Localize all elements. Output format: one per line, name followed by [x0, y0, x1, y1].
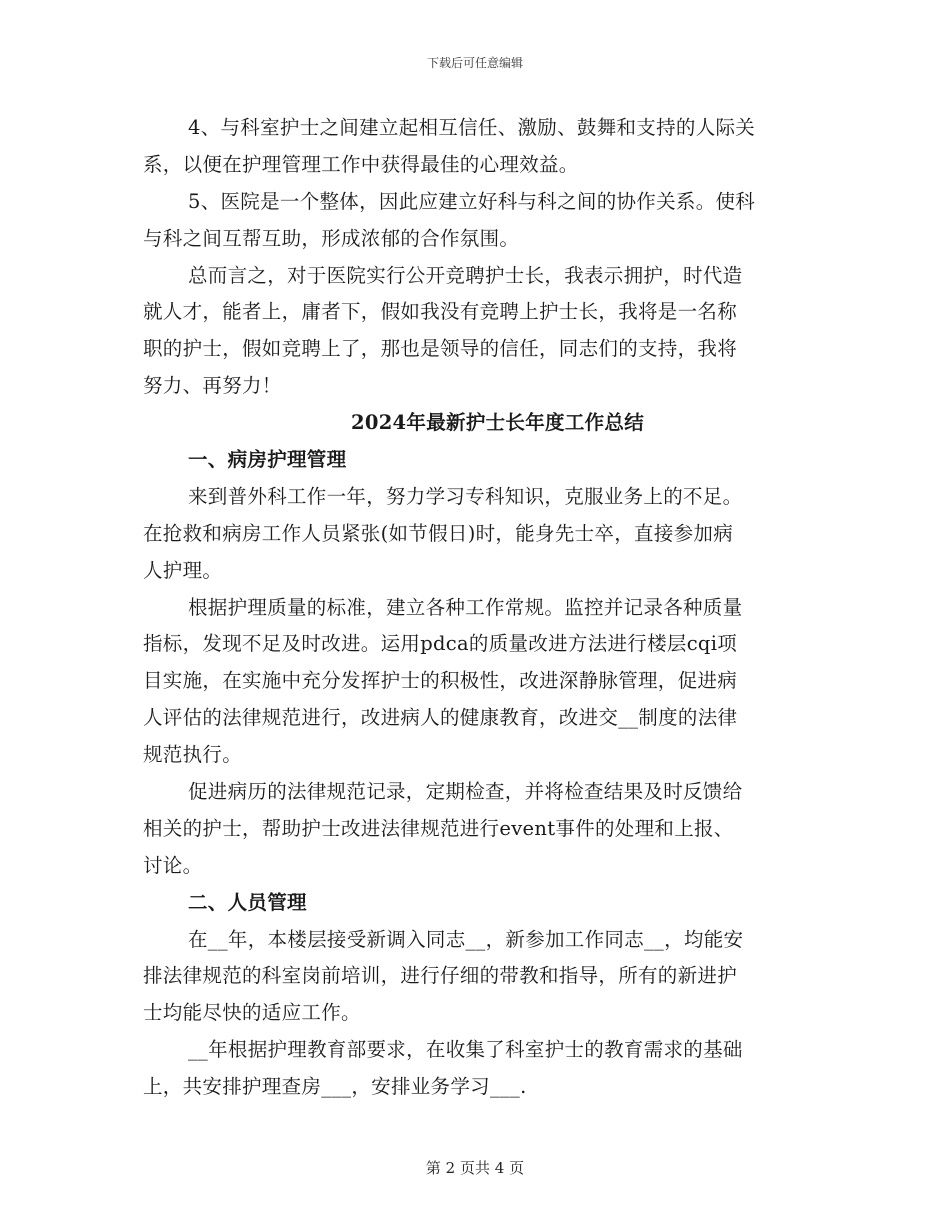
text-line: 职的护士，假如竞聘上了，那也是领导的信任，同志们的支持，我将 [143, 337, 738, 361]
text-line: 4、与科室护士之间建立起相互信任、激励、鼓舞和支持的人际关 [188, 116, 756, 139]
text-line: 根据护理质量的标准，建立各种工作常规。监控并记录各种质量 [188, 595, 743, 619]
page-header: 下载后可任意编辑 [426, 56, 523, 70]
text-line: 5、医院是一个整体，因此应建立好科与科之间的协作关系。使科 [188, 189, 756, 213]
text-line: __年根据护理教育部要求，在收集了科室护士的教育需求的基础 [188, 1038, 743, 1062]
text-line: 努力、再努力！ [143, 374, 282, 398]
document-title: 2024年最新护士长年度工作总结 [350, 411, 645, 435]
text-line: 士均能尽快的适应工作。 [143, 1001, 361, 1025]
text-line: 指标，发现不足及时改进。运用pdca的质量改进方法进行楼层cqi项 [143, 632, 738, 656]
text-line: 促进病历的法律规范记录，定期检查，并将检查结果及时反馈给 [188, 780, 743, 804]
text-line: 人评估的法律规范进行，改进病人的健康教育，改进交__制度的法律 [143, 706, 738, 730]
page-footer: 第 2 页共 4 页 [425, 1159, 525, 1177]
text-line: 人护理。 [143, 558, 223, 582]
text-line: 在抢救和病房工作人员紧张(如节假日)时，能身先士卒，直接参加病 [143, 521, 734, 545]
text-line: 在__年，本楼层接受新调入同志__，新参加工作同志__，均能安 [188, 927, 744, 951]
text-line: 排法律规范的科室岗前培训，进行仔细的带教和指导，所有的新进护 [143, 964, 738, 988]
text-line: 总而言之，对于医院实行公开竞聘护士长，我表示拥护，时代造 [188, 263, 743, 287]
text-line: 目实施，在实施中充分发挥护士的积极性，改进深静脉管理，促进病 [143, 669, 738, 693]
text-line: 系，以便在护理管理工作中获得最佳的心理效益。 [143, 152, 579, 176]
text-line: 相关的护士，帮助护士改进法律规范进行event事件的处理和上报、 [143, 816, 734, 840]
section-heading: 二、人员管理 [188, 890, 307, 914]
text-line: 讨论。 [143, 853, 203, 877]
text-line: 上，共安排护理查房___，安排业务学习___. [143, 1075, 527, 1099]
text-line: 与科之间互帮互助，形成浓郁的合作氛围。 [143, 226, 520, 250]
text-line: 就人才，能者上，庸者下，假如我没有竞聘上护士长，我将是一名称 [143, 300, 738, 324]
document-body [143, 110, 807, 1106]
text-line: 规范执行。 [143, 743, 243, 767]
text-line: 来到普外科工作一年，努力学习专科知识，克服业务上的不足。 [188, 484, 743, 508]
section-heading: 一、病房护理管理 [188, 448, 347, 472]
